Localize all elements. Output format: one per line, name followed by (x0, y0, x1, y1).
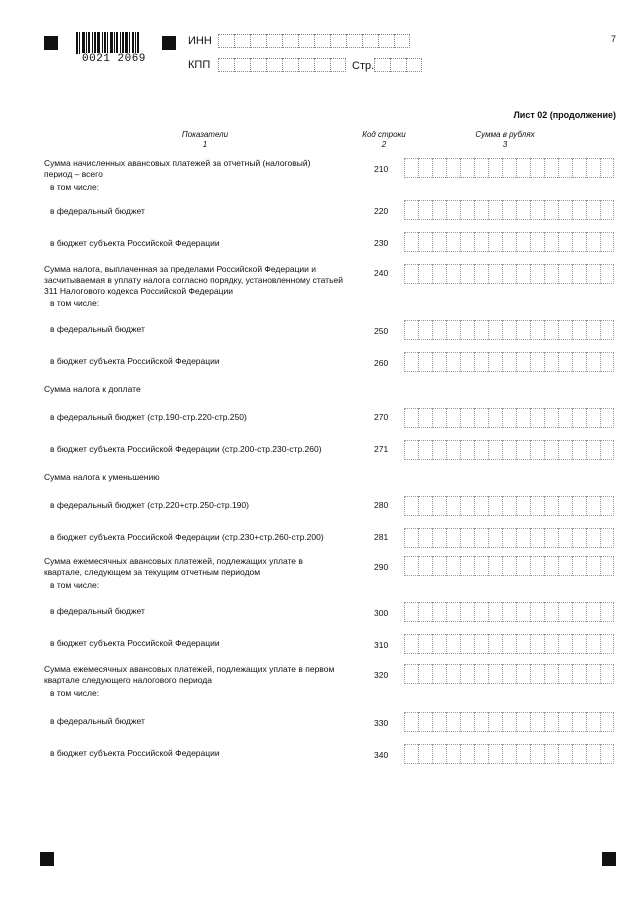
corner-marker-bottom-left (40, 852, 54, 866)
amount-field[interactable] (404, 320, 614, 340)
row-label: в федеральный бюджет (50, 324, 145, 334)
column-header-amount (460, 130, 550, 150)
row-label: Сумма начисленных авансовых платежей за отчетный (налоговый) период – всего (44, 158, 311, 179)
page-label: Стр. (352, 60, 375, 72)
row-code: 210 (374, 164, 389, 174)
row-sublabel: в том числе: (50, 298, 100, 308)
column-number: 1 (202, 140, 208, 149)
row-sublabel: в том числе: (50, 580, 100, 590)
amount-field[interactable] (404, 232, 614, 252)
row-label: Сумма ежемесячных авансовых платежей, подлежащих уплате в первом квартале следующего налогового периода (44, 664, 335, 685)
row-label: в бюджет субъекта Российской Федерации (стр.230+стр.260-стр.200) (50, 532, 324, 542)
row-label: в бюджет субъекта Российской Федерации (50, 748, 220, 758)
row-sublabel: в том числе: (50, 182, 100, 192)
corner-marker-bottom-right (602, 852, 616, 866)
amount-field[interactable] (404, 352, 614, 372)
amount-field[interactable] (404, 712, 614, 732)
inn-label: ИНН (188, 35, 212, 47)
kpp-label: КПП (188, 59, 211, 71)
amount-field[interactable] (404, 158, 614, 178)
row-code: 300 (374, 608, 389, 618)
row-code: 260 (374, 358, 389, 368)
row-label: в федеральный бюджет (стр.220+стр.250-стр.190) (50, 500, 249, 510)
amount-field[interactable] (404, 602, 614, 622)
amount-field[interactable] (404, 264, 614, 284)
amount-field[interactable] (404, 408, 614, 428)
row-label: в федеральный бюджет (50, 716, 145, 726)
row-sublabel: в том числе: (50, 688, 100, 698)
kpp-field[interactable] (218, 58, 346, 72)
row-code: 220 (374, 206, 389, 216)
column-header-code (356, 130, 412, 150)
row-code: 310 (374, 640, 389, 650)
row-label: в бюджет субъекта Российской Федерации (50, 238, 220, 248)
inn-field[interactable] (218, 34, 410, 48)
row-code: 250 (374, 326, 389, 336)
column-title: Показатели (181, 130, 229, 139)
row-label: в федеральный бюджет (50, 206, 145, 216)
row-code: 320 (374, 670, 389, 680)
amount-field[interactable] (404, 664, 614, 684)
amount-field[interactable] (404, 496, 614, 516)
row-code: 240 (374, 268, 389, 278)
row-code: 230 (374, 238, 389, 248)
row-label: Сумма ежемесячных авансовых платежей, подлежащих уплате в квартале, следующем за текущим отчетным периодом (44, 556, 303, 577)
row-code: 270 (374, 412, 389, 422)
page-number: 7 (610, 34, 616, 44)
sheet-title: Лист 02 (продолжение) (513, 110, 616, 120)
row-label: в федеральный бюджет (стр.190-стр.220-стр.250) (50, 412, 247, 422)
amount-field[interactable] (404, 634, 614, 654)
barcode-number: 0021 2069 (82, 53, 146, 65)
amount-field[interactable] (404, 528, 614, 548)
row-label: в бюджет субъекта Российской Федерации (50, 356, 220, 366)
column-number: 2 (381, 140, 387, 149)
row-code: 340 (374, 750, 389, 760)
corner-marker-top-left (44, 36, 58, 50)
row-code: 271 (374, 444, 389, 454)
amount-field[interactable] (404, 556, 614, 576)
column-header-indicators (150, 130, 260, 150)
row-label: в бюджет субъекта Российской Федерации (стр.200-стр.230-стр.260) (50, 444, 322, 454)
row-label: Сумма налога к уменьшению (44, 472, 160, 482)
corner-marker-top-mid (162, 36, 176, 50)
column-title: Код строки (362, 130, 406, 139)
amount-field[interactable] (404, 744, 614, 764)
amount-field[interactable] (404, 440, 614, 460)
row-label: в бюджет субъекта Российской Федерации (50, 638, 220, 648)
page-number-field[interactable] (374, 58, 422, 72)
column-title: Сумма в рублях (475, 130, 535, 139)
row-label: Сумма налога, выплаченная за пределами Российской Федерации и засчитываемая в уплату налога согласно порядку, установленному статьей 311 Налогового кодекса Российской Федерации (44, 264, 343, 296)
row-code: 281 (374, 532, 389, 542)
row-label: Сумма налога к доплате (44, 384, 141, 394)
row-code: 330 (374, 718, 389, 728)
amount-field[interactable] (404, 200, 614, 220)
row-label: в федеральный бюджет (50, 606, 145, 616)
row-code: 280 (374, 500, 389, 510)
column-number: 3 (502, 140, 508, 149)
row-code: 290 (374, 562, 389, 572)
